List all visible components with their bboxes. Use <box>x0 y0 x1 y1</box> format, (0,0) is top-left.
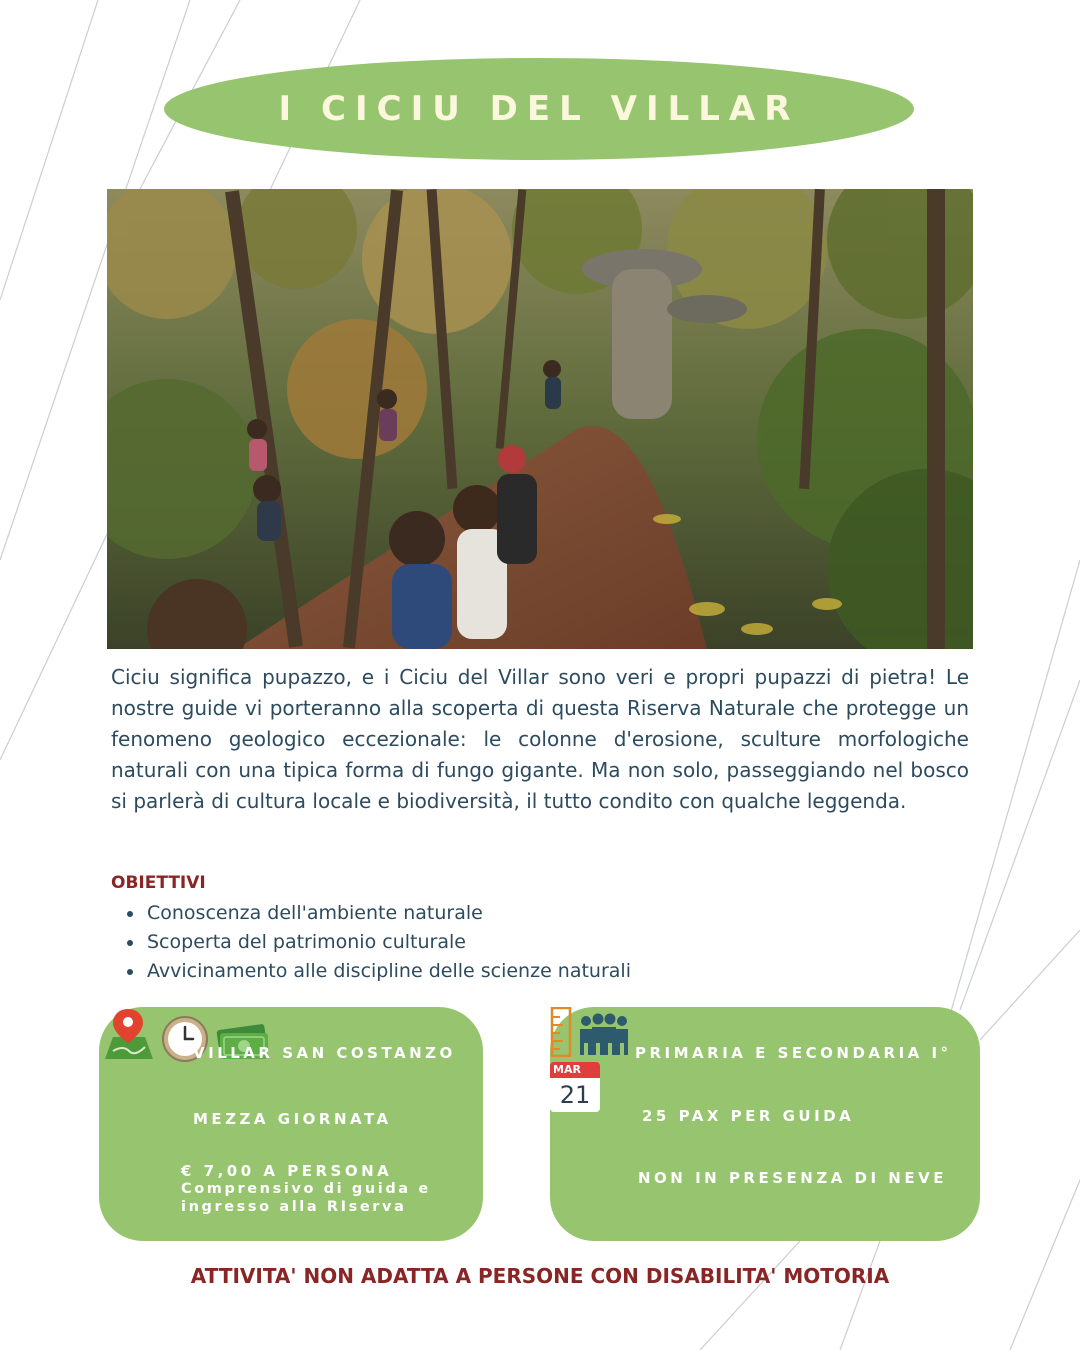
price-note-line2: ingresso alla RIserva <box>181 1199 407 1215</box>
hero-photo <box>107 189 973 649</box>
objectives-list <box>125 899 631 986</box>
info-card-left <box>99 1007 483 1241</box>
duration-label: MEZZA GIORNATA <box>193 1110 392 1128</box>
info-card-right <box>550 1007 980 1241</box>
objective-item: Avvicinamento alle discipline delle scienze naturali <box>125 957 631 986</box>
group-people-icon <box>576 1013 632 1057</box>
objectives-heading: OBIETTIVI <box>111 873 206 893</box>
ruler-icon <box>550 1007 572 1057</box>
price-label: € 7,00 A PERSONA <box>181 1162 393 1180</box>
objective-item: Scoperta del patrimonio culturale <box>125 928 631 957</box>
forest-hike-image <box>107 189 973 649</box>
map-location-icon <box>99 1007 157 1063</box>
group-size-label: 25 PAX PER GUIDA <box>642 1107 855 1125</box>
location-label: VILLAR SAN COSTANZO <box>193 1044 456 1062</box>
school-level-label: PRIMARIA E SECONDARIA I° <box>635 1044 952 1062</box>
calendar-day: 21 <box>550 1078 600 1112</box>
title-banner <box>164 58 914 160</box>
calendar-icon <box>550 1062 600 1112</box>
page-title: I CICIU DEL VILLAR <box>278 89 800 129</box>
activity-description: Ciciu significa pupazzo, e i Ciciu del Villar sono veri e propri pupazzi di pietra! Le nostre guide vi porteranno alla scoperta di questa Riserva Naturale che protegge un fenomeno geologico eccezionale: le colonne d'erosione, sculture morfologiche naturali con una tipica forma di fungo gigante. Ma non solo, passeggiando nel bosco si parlerà di cultura locale e biodiversità, il tutto condito con qualche leggenda. <box>111 665 969 813</box>
season-label: NON IN PRESENZA DI NEVE <box>638 1169 947 1187</box>
calendar-month: MAR <box>550 1062 600 1078</box>
accessibility-warning: ATTIVITA' NON ADATTA A PERSONE CON DISABILITA' MOTORIA <box>190 1264 890 1288</box>
objective-item: Conoscenza dell'ambiente naturale <box>125 899 631 928</box>
price-note-line1: Comprensivo di guida e <box>181 1181 431 1197</box>
